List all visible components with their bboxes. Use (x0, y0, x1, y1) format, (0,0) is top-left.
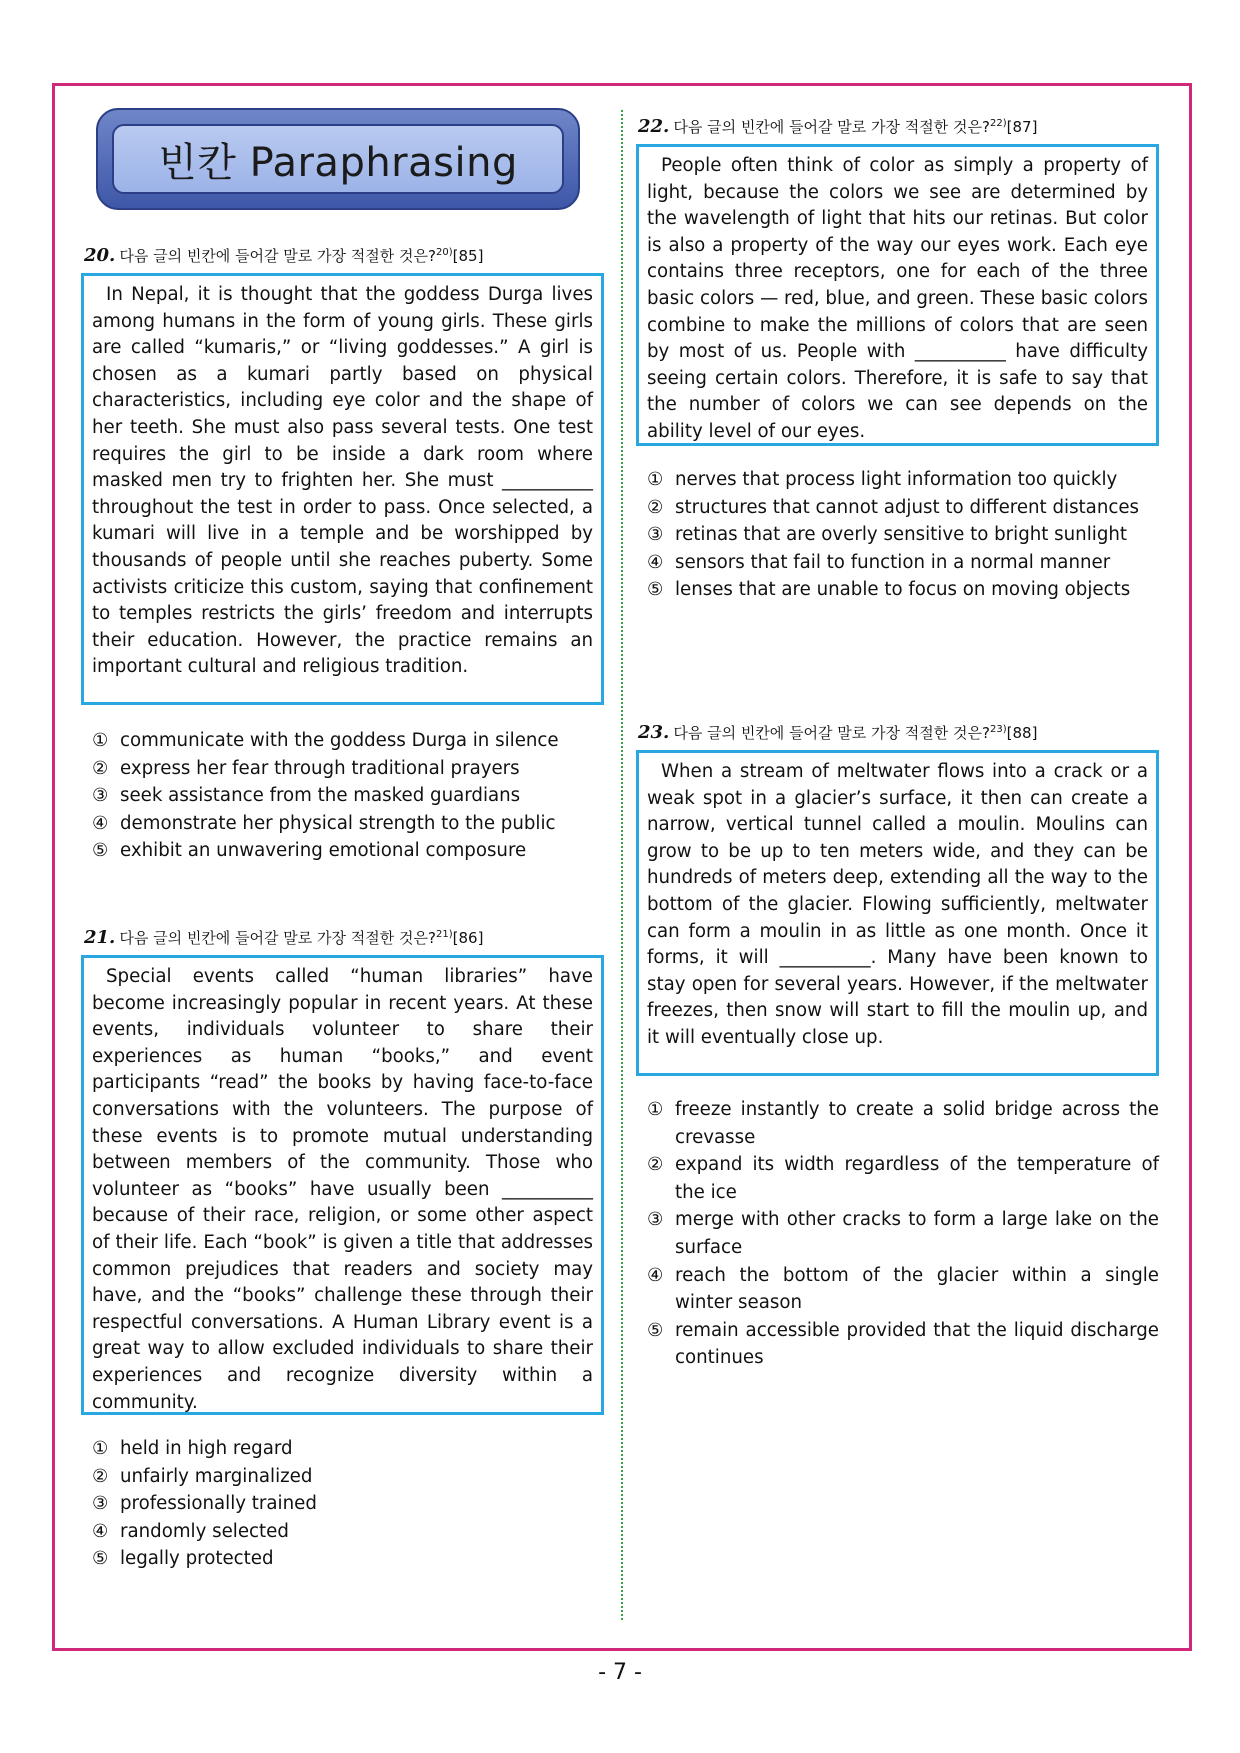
section-title-banner (96, 108, 580, 210)
question-number: 21. (84, 927, 116, 948)
question-21-passage: Special events called “human libraries” have become increasingly popular in recent years. At these events, individuals volunteer to share their experiences as human “books,” and event participants “read” the books by having face-to-face conversations with the volunteers. The purpose of these events is to promote mutual understanding between members of the community. Those who volunteer as “books” have usually been __________ because of their race, religion, or some other aspect of their life. Each “book” is given a title that addresses common prejudices that readers and society may have, and the “books” challenge these through their respectful conversations. A Human Library event is a great way to allow excluded individuals to share their experiences and recognize diversity within a community. (92, 966, 593, 1413)
choice-item[interactable]: ⑤ remain accessible provided that the liquid discharge continues (647, 1319, 1159, 1369)
choice-item[interactable]: ③ retinas that are overly sensitive to bright sunlight (647, 524, 1128, 546)
question-23-header (638, 722, 1037, 743)
question-21-passage-box (81, 955, 604, 1415)
question-ref: [88] (1006, 724, 1038, 742)
question-number: 23. (638, 722, 670, 743)
section-title-banner-inner (112, 124, 564, 194)
choice-item[interactable]: ④ randomly selected (92, 1520, 289, 1542)
question-footnote: 23) (989, 724, 1007, 735)
question-number: 22. (638, 116, 670, 137)
question-ref: [85] (452, 247, 484, 265)
choice-item[interactable]: ② expand its width regardless of the temperature of the ice (647, 1154, 1159, 1203)
question-20-choices (92, 727, 602, 865)
question-21-header (84, 927, 483, 948)
choice-item[interactable]: ② structures that cannot adjust to different distances (647, 496, 1140, 518)
choice-item[interactable]: ① nerves that process light information too quickly (647, 469, 1118, 490)
choice-item[interactable]: ③ professionally trained (92, 1493, 317, 1515)
question-21-choices (92, 1435, 602, 1573)
question-ref: [86] (452, 929, 484, 947)
question-ref: [87] (1006, 118, 1038, 136)
question-prompt: 다음 글의 빈칸에 들어갈 말로 가장 적절한 것은? (119, 929, 436, 947)
question-22-passage-box (636, 144, 1159, 446)
choice-item[interactable]: ④ demonstrate her physical strength to the public (92, 812, 556, 834)
choice-item[interactable]: ② express her fear through traditional prayers (92, 757, 520, 779)
question-footnote: 20) (435, 247, 453, 258)
choice-item[interactable]: ⑤ legally protected (92, 1548, 274, 1570)
question-20-passage: In Nepal, it is thought that the goddess Durga lives among humans in the form of young girls. These girls are called “kumaris,” or “living goddesses.” A girl is chosen as a kumari partly based on physical characteristics, including eye color and the shape of her teeth. She must also pass several tests. One test requires the girl to be inside a dark room where masked men try to frighten her. She must __________ throughout the test in order to pass. Once selected, a kumari will live in a temple and be worshipped by thousands of people until she reaches puberty. Some activists criticize this custom, saying that confinement to temples restricts the girls’ freedom and interrupts their education. However, the practice remains an important cultural and religious tradition. (92, 284, 593, 678)
question-prompt: 다음 글의 빈칸에 들어갈 말로 가장 적절한 것은? (673, 724, 990, 742)
question-prompt: 다음 글의 빈칸에 들어갈 말로 가장 적절한 것은? (119, 247, 436, 265)
question-20-passage-box (81, 273, 604, 705)
choice-item[interactable]: ③ merge with other cracks to form a large lake on the surface (647, 1209, 1159, 1258)
column-divider (621, 110, 623, 1620)
question-prompt: 다음 글의 빈칸에 들어갈 말로 가장 적절한 것은? (673, 118, 990, 136)
question-20-header (84, 245, 483, 266)
choice-item[interactable]: ① held in high regard (92, 1438, 293, 1459)
question-number: 20. (84, 245, 116, 266)
page-number: - 7 - (598, 1660, 642, 1685)
choice-item[interactable]: ① freeze instantly to create a solid bridge across the crevasse (647, 1099, 1159, 1148)
question-23-choices (647, 1096, 1159, 1372)
choice-item[interactable]: ① communicate with the goddess Durga in silence (92, 730, 559, 751)
choice-item[interactable]: ⑤ lenses that are unable to focus on moving objects (647, 579, 1131, 601)
question-22-passage: People often think of color as simply a property of light, because the colors we see are determined by the wavelength of light that hits our retinas. But color is also a property of the way our eyes work. Each eye contains three receptors, one for each of the three basic colors — red, blue, and green. These basic colors combine to make the millions of colors that are seen by most of us. People with __________ have difficulty seeing certain colors. Therefore, it is safe to say that the number of colors we can see depends on the ability level of our eyes. (647, 155, 1148, 442)
question-23-passage-box (636, 750, 1159, 1076)
choice-item[interactable]: ③ seek assistance from the masked guardians (92, 785, 521, 807)
question-22-choices (647, 466, 1159, 604)
question-footnote: 22) (989, 118, 1007, 129)
question-footnote: 21) (435, 929, 453, 940)
choice-item[interactable]: ④ sensors that fail to function in a normal manner (647, 551, 1111, 573)
choice-item[interactable]: ⑤ exhibit an unwavering emotional composure (92, 840, 527, 862)
section-title: 빈칸 Paraphrasing (158, 139, 518, 186)
question-22-header (638, 116, 1037, 137)
choice-item[interactable]: ④ reach the bottom of the glacier within a single winter season (647, 1264, 1159, 1314)
question-23-passage: When a stream of meltwater flows into a crack or a weak spot in a glacier’s surface, it then can create a narrow, vertical tunnel called a moulin. Moulins can grow to be up to ten meters wide, and they can be hundreds of meters deep, extending all the way to the bottom of the glacier. Flowing sufficiently, meltwater can form a moulin in as little as one month. Once it forms, it will __________. Many have been known to stay open for several years. However, if the meltwater freezes, then snow will start to fill the moulin up, and it will eventually close up. (647, 761, 1148, 1048)
choice-item[interactable]: ② unfairly marginalized (92, 1465, 313, 1487)
